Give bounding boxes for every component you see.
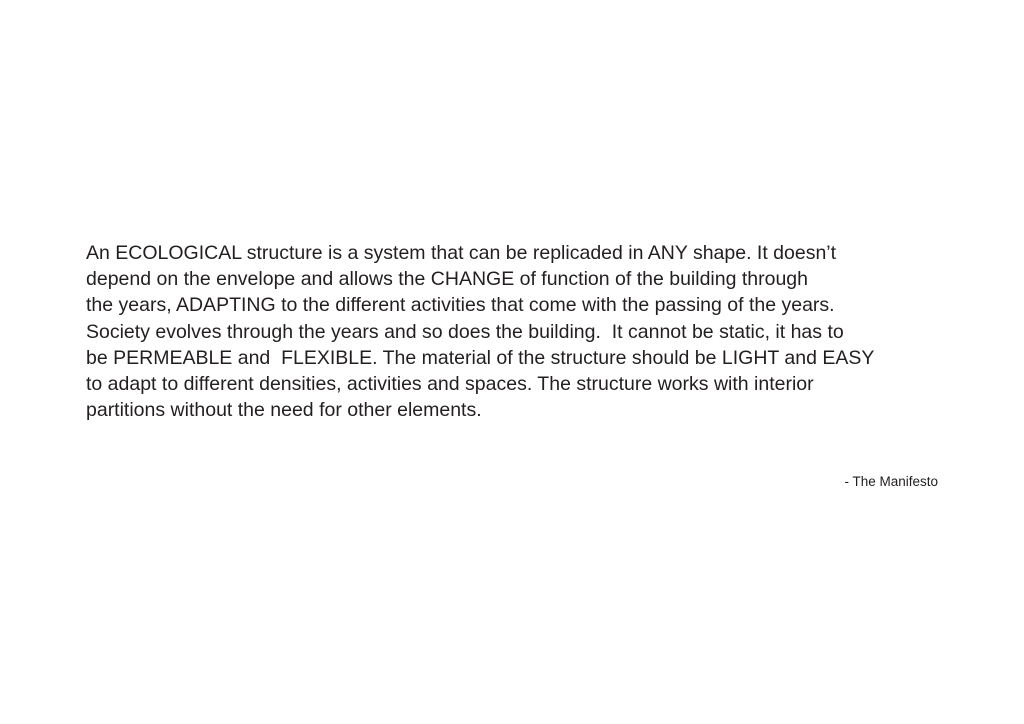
paragraph-line: partitions without the need for other elements. [86, 399, 482, 422]
paragraph-line: to adapt to different densities, activities and spaces. The structure works with interior [86, 373, 814, 396]
paragraph-line: be PERMEABLE and FLEXIBLE. The material of the structure should be LIGHT and EASY [86, 346, 875, 369]
manifesto-paragraph [86, 240, 956, 423]
paragraph-line: the years, ADAPTING to the different activities that come with the passing of the years. [86, 294, 835, 317]
paragraph-line: depend on the envelope and allows the CHANGE of function of the building through [86, 268, 808, 291]
paragraph-line: Society evolves through the years and so does the building. It cannot be static, it has to [86, 320, 844, 343]
paragraph-line: An ECOLOGICAL structure is a system that can be replicaded in ANY shape. It doesn’t [86, 242, 837, 264]
signature: - The Manifesto [844, 474, 938, 489]
